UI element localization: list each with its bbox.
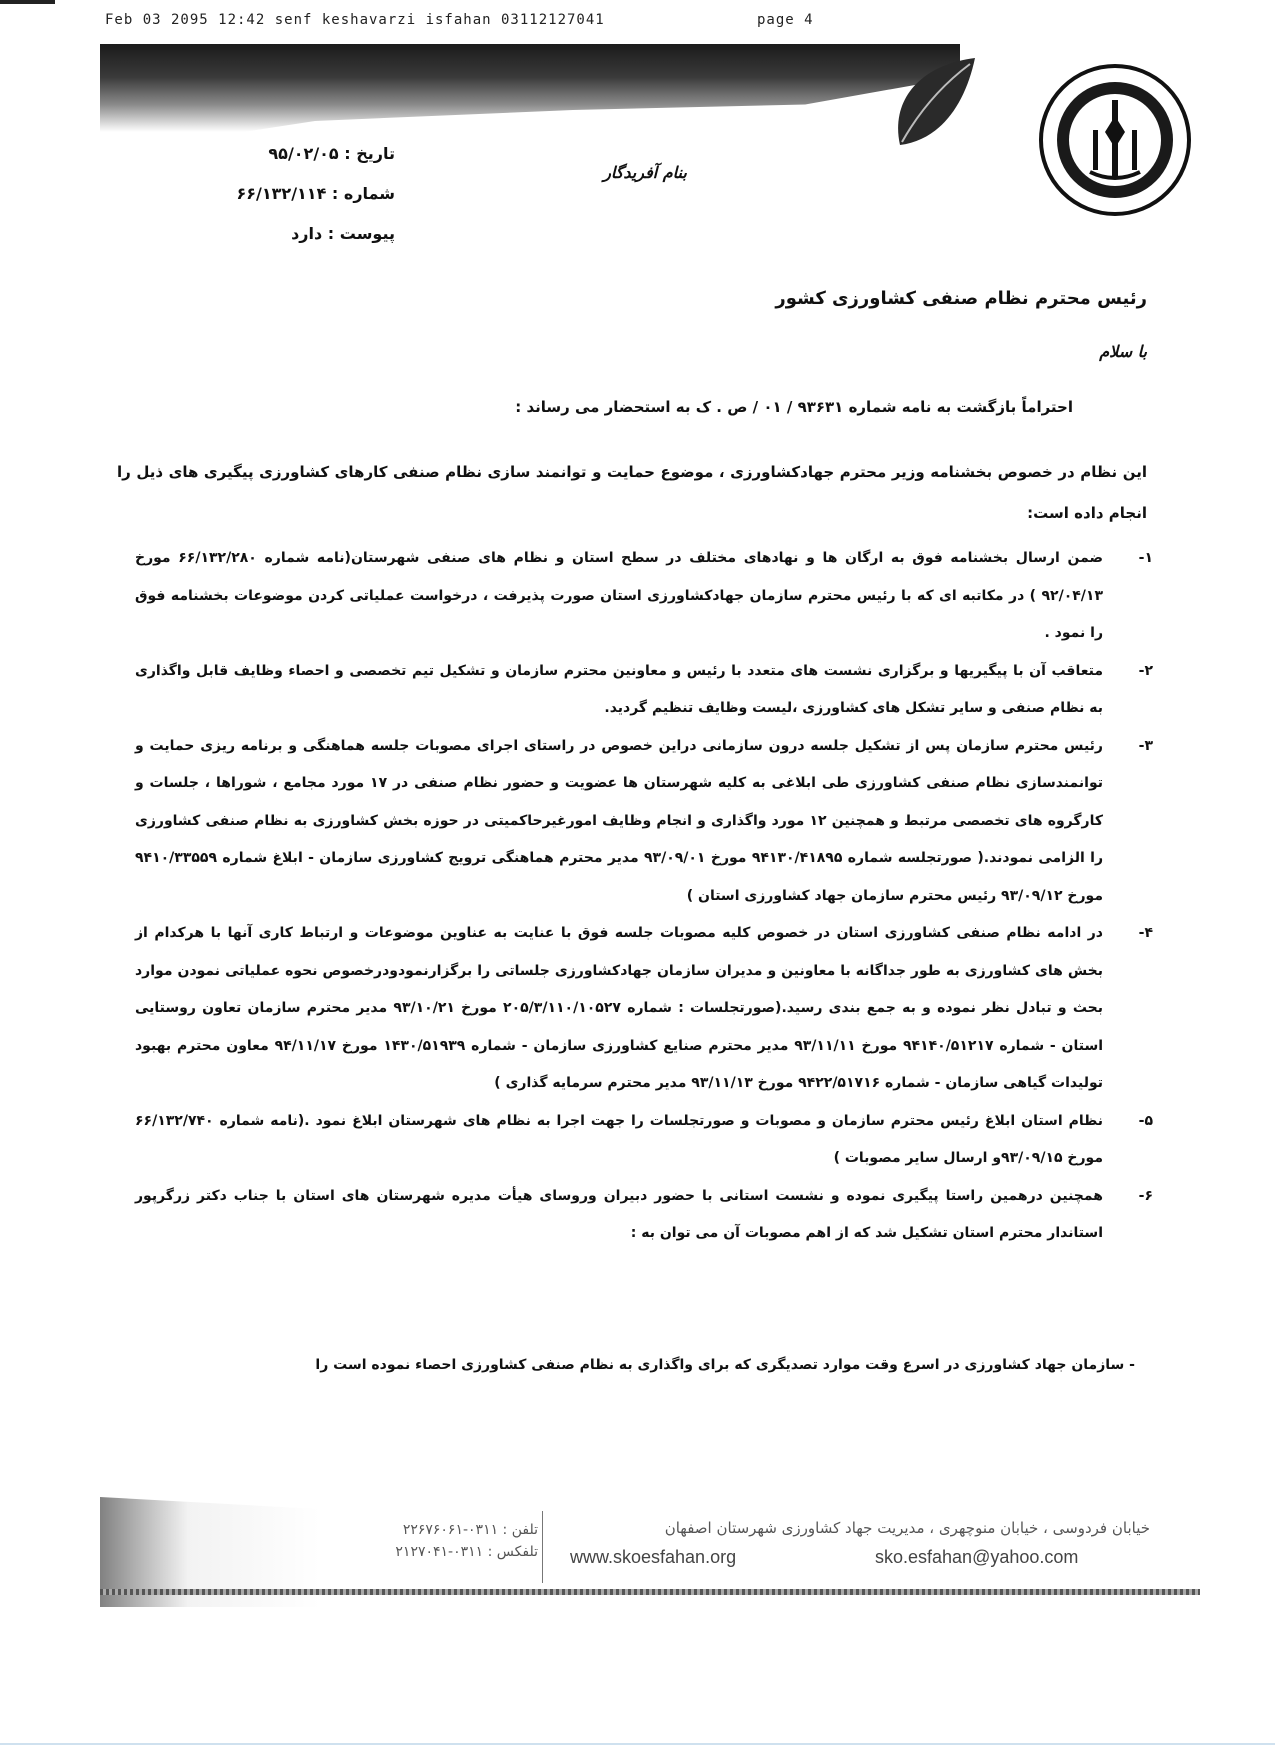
recipient-line: رئیس محترم نظام صنفی کشاورزی کشور bbox=[775, 288, 1147, 309]
list-item-text: ضمن ارسال بخشنامه فوق به ارگان ها و نهادهای مختلف در سطح استان و نظام های صنفی شهرستان(نامه شماره ۶۶/۱۳۲/۲۸۰ مورخ ۹۲/۰۴/۱۳ ) در مکاتبه ای که با رئیس محترم سازمان جهادکشاورزی استان صورت پذیرفت ، درخواست عملیاتی کردن موضوعات بخشنامه فوق را نمود . bbox=[135, 550, 1103, 641]
list-item bbox=[135, 728, 1155, 916]
footer-website: www.skoesfahan.org bbox=[570, 1547, 737, 1567]
intro-line: احتراماً بازگشت به نامه شماره ۹۳۶۳۱ / ۰۱ / ص . ک به استحضار می رساند : bbox=[515, 398, 1073, 416]
organization-seal bbox=[1035, 60, 1195, 220]
letter-meta bbox=[150, 134, 395, 254]
footer-address: خیابان فردوسی ، خیابان منوچهری ، مدیریت جهاد کشاورزی شهرستان اصفهان bbox=[664, 1519, 1150, 1537]
list-item-text: نظام استان ابلاغ رئیس محترم سازمان و مصوبات و صورتجلسات را جهت اجرا به نظام های شهرستان ابلاغ نمود .(نامه شماره ۶۶/۱۳۲/۷۴۰ مورخ ۹۳/۰۹/۱۵و ارسال سایر مصوبات ) bbox=[135, 1112, 1103, 1166]
scan-corner-mark bbox=[0, 0, 55, 4]
list-item bbox=[135, 1103, 1155, 1178]
action-list bbox=[135, 540, 1155, 1253]
list-item-number: ۵- bbox=[1138, 1112, 1153, 1129]
body-paragraph: این نظام در خصوص بخشنامه وزیر محترم جهادکشاورزی ، موضوع حمایت و توانمند سازی نظام صنفی کارهای کشاورزی پیگیری های ذیل را انجام داده است: bbox=[117, 463, 1147, 522]
list-item bbox=[135, 915, 1155, 1103]
letterhead-footer bbox=[100, 1497, 1200, 1607]
page-bottom-rule bbox=[0, 1743, 1275, 1745]
fax-header bbox=[105, 12, 1105, 34]
leaf-ornament bbox=[880, 50, 990, 160]
letter-number: شماره : ۶۶/۱۳۲/۱۱۴ bbox=[236, 184, 395, 203]
list-item-text: رئیس محترم سازمان پس از تشکیل جلسه درون سازمانی دراین خصوص در راستای اجرای مصوبات جلسه هماهنگی و برنامه ریزی حمایت و توانمندسازی نظام صنفی کشاورزی طی ابلاغی به کلیه شهرستان ها عضویت و حضور نظام صنفی در ۱۷ مورد مجامع ، شوراها ، جلسات و کارگروه های تخصصی مرتبط و همچنین ۱۲ مورد واگذاری و انجام وظایف امورغیرحاکمیتی در حوزه بخش کشاورزی به نظام صنفی کشاورزی را الزامی نمودند.( صورتجلسه شماره ۹۴۱۳۰/۴۱۸۹۵ مورخ ۹۳/۰۹/۰۱ مدیر محترم هماهنگی ترویج کشاورزی سازمان - ابلاغ شماره ۹۴۱۰/۳۳۵۵۹ مورخ ۹۳/۰۹/۱۲ رئیس محترم سازمان جهاد کشاورزی استان ) bbox=[135, 737, 1104, 904]
list-item-number: ۲- bbox=[1138, 662, 1153, 679]
letter-date: تاریخ : ۹۵/۰۲/۰۵ bbox=[268, 144, 395, 163]
footer-divider bbox=[542, 1511, 543, 1583]
continuation-line: - سازمان جهاد کشاورزی در اسرع وقت موارد تصدیگری که برای واگذاری به نظام صنفی کشاورزی احصاء نموده است را bbox=[315, 1357, 1135, 1373]
footer-fax: تلفکس : ۰۳۱۱-۲۱۲۷۰۴۱ bbox=[395, 1544, 538, 1560]
list-item-number: ۴- bbox=[1138, 925, 1153, 941]
letter-attachment: پیوست : دارد bbox=[291, 224, 395, 243]
list-item-text: همچنین درهمین راستا پیگیری نموده و نشست استانی با حضور دبیران وروسای هیأت مدیره شهرستان های استان با جناب دکتر زرگرپور استاندار محترم استان تشکیل شد که از اهم مصوبات آن می توان به : bbox=[135, 1187, 1103, 1241]
fax-page-number: page 4 bbox=[757, 12, 814, 28]
list-item-text: در ادامه نظام صنفی کشاورزی استان در خصوص کلیه مصوبات جلسه فوق با عنایت به عناوین موضوعات و ارتباط کاری آنها با هرکدام از بخش های کشاورزی به طور جداگانه با معاونین و مدیران سازمان جهادکشاورزی جلساتی را برگزارنمودودرخصوص نحوه عملیاتی نمودن موارد بحث و تبادل نظر نموده و به جمع بندی رسید.(صورتجلسات : شماره ۲۰۵/۳/۱۱۰/۱۰۵۲۷ مورخ ۹۳/۱۰/۲۱ مدیر محترم سازمان تعاون روستایی استان - شماره ۹۴۱۴۰/۵۱۲۱۷ مورخ ۹۳/۱۱/۱۱ مدیر محترم صنایع کشاورزی سازمان - شماره ۱۴۳۰/۵۱۹۳۹ مورخ ۹۴/۱۱/۱۷ معاون محترم بهبود تولیدات گیاهی سازمان - شماره ۹۴۲۲/۵۱۷۱۶ مورخ ۹۳/۱۱/۱۳ مدیر محترم سرمایه گذاری ) bbox=[135, 925, 1104, 1091]
list-item bbox=[135, 1178, 1155, 1253]
list-item-number: ۱- bbox=[1138, 550, 1153, 566]
footer-contact-numbers bbox=[368, 1519, 538, 1563]
letter-motto: بنام آفریدگار bbox=[603, 163, 687, 182]
footer-rule bbox=[100, 1589, 1200, 1595]
list-item-number: ۶- bbox=[1138, 1187, 1153, 1204]
salutation: با سلام bbox=[1099, 342, 1147, 361]
fax-header-line: Feb 03 2095 12:42 senf keshavarzi isfahan 03112127041 bbox=[105, 12, 605, 28]
list-item-text: متعاقب آن با پیگیریها و برگزاری نشست های متعدد با رئیس و معاونین محترم سازمان و تشکیل تیم تخصصی و احصاء وظایف قابل واگذاری به نظام صنفی و سایر تشکل های کشاورزی ،لیست وظایف تنظیم گردید. bbox=[135, 662, 1103, 716]
list-item bbox=[135, 540, 1155, 653]
list-item bbox=[135, 653, 1155, 728]
footer-phone: تلفن : ۰۳۱۱-۲۲۶۷۶۰۶۱ bbox=[402, 1522, 538, 1538]
footer-email: sko.esfahan@yahoo.com bbox=[875, 1547, 1079, 1567]
list-item-number: ۳- bbox=[1138, 737, 1153, 754]
